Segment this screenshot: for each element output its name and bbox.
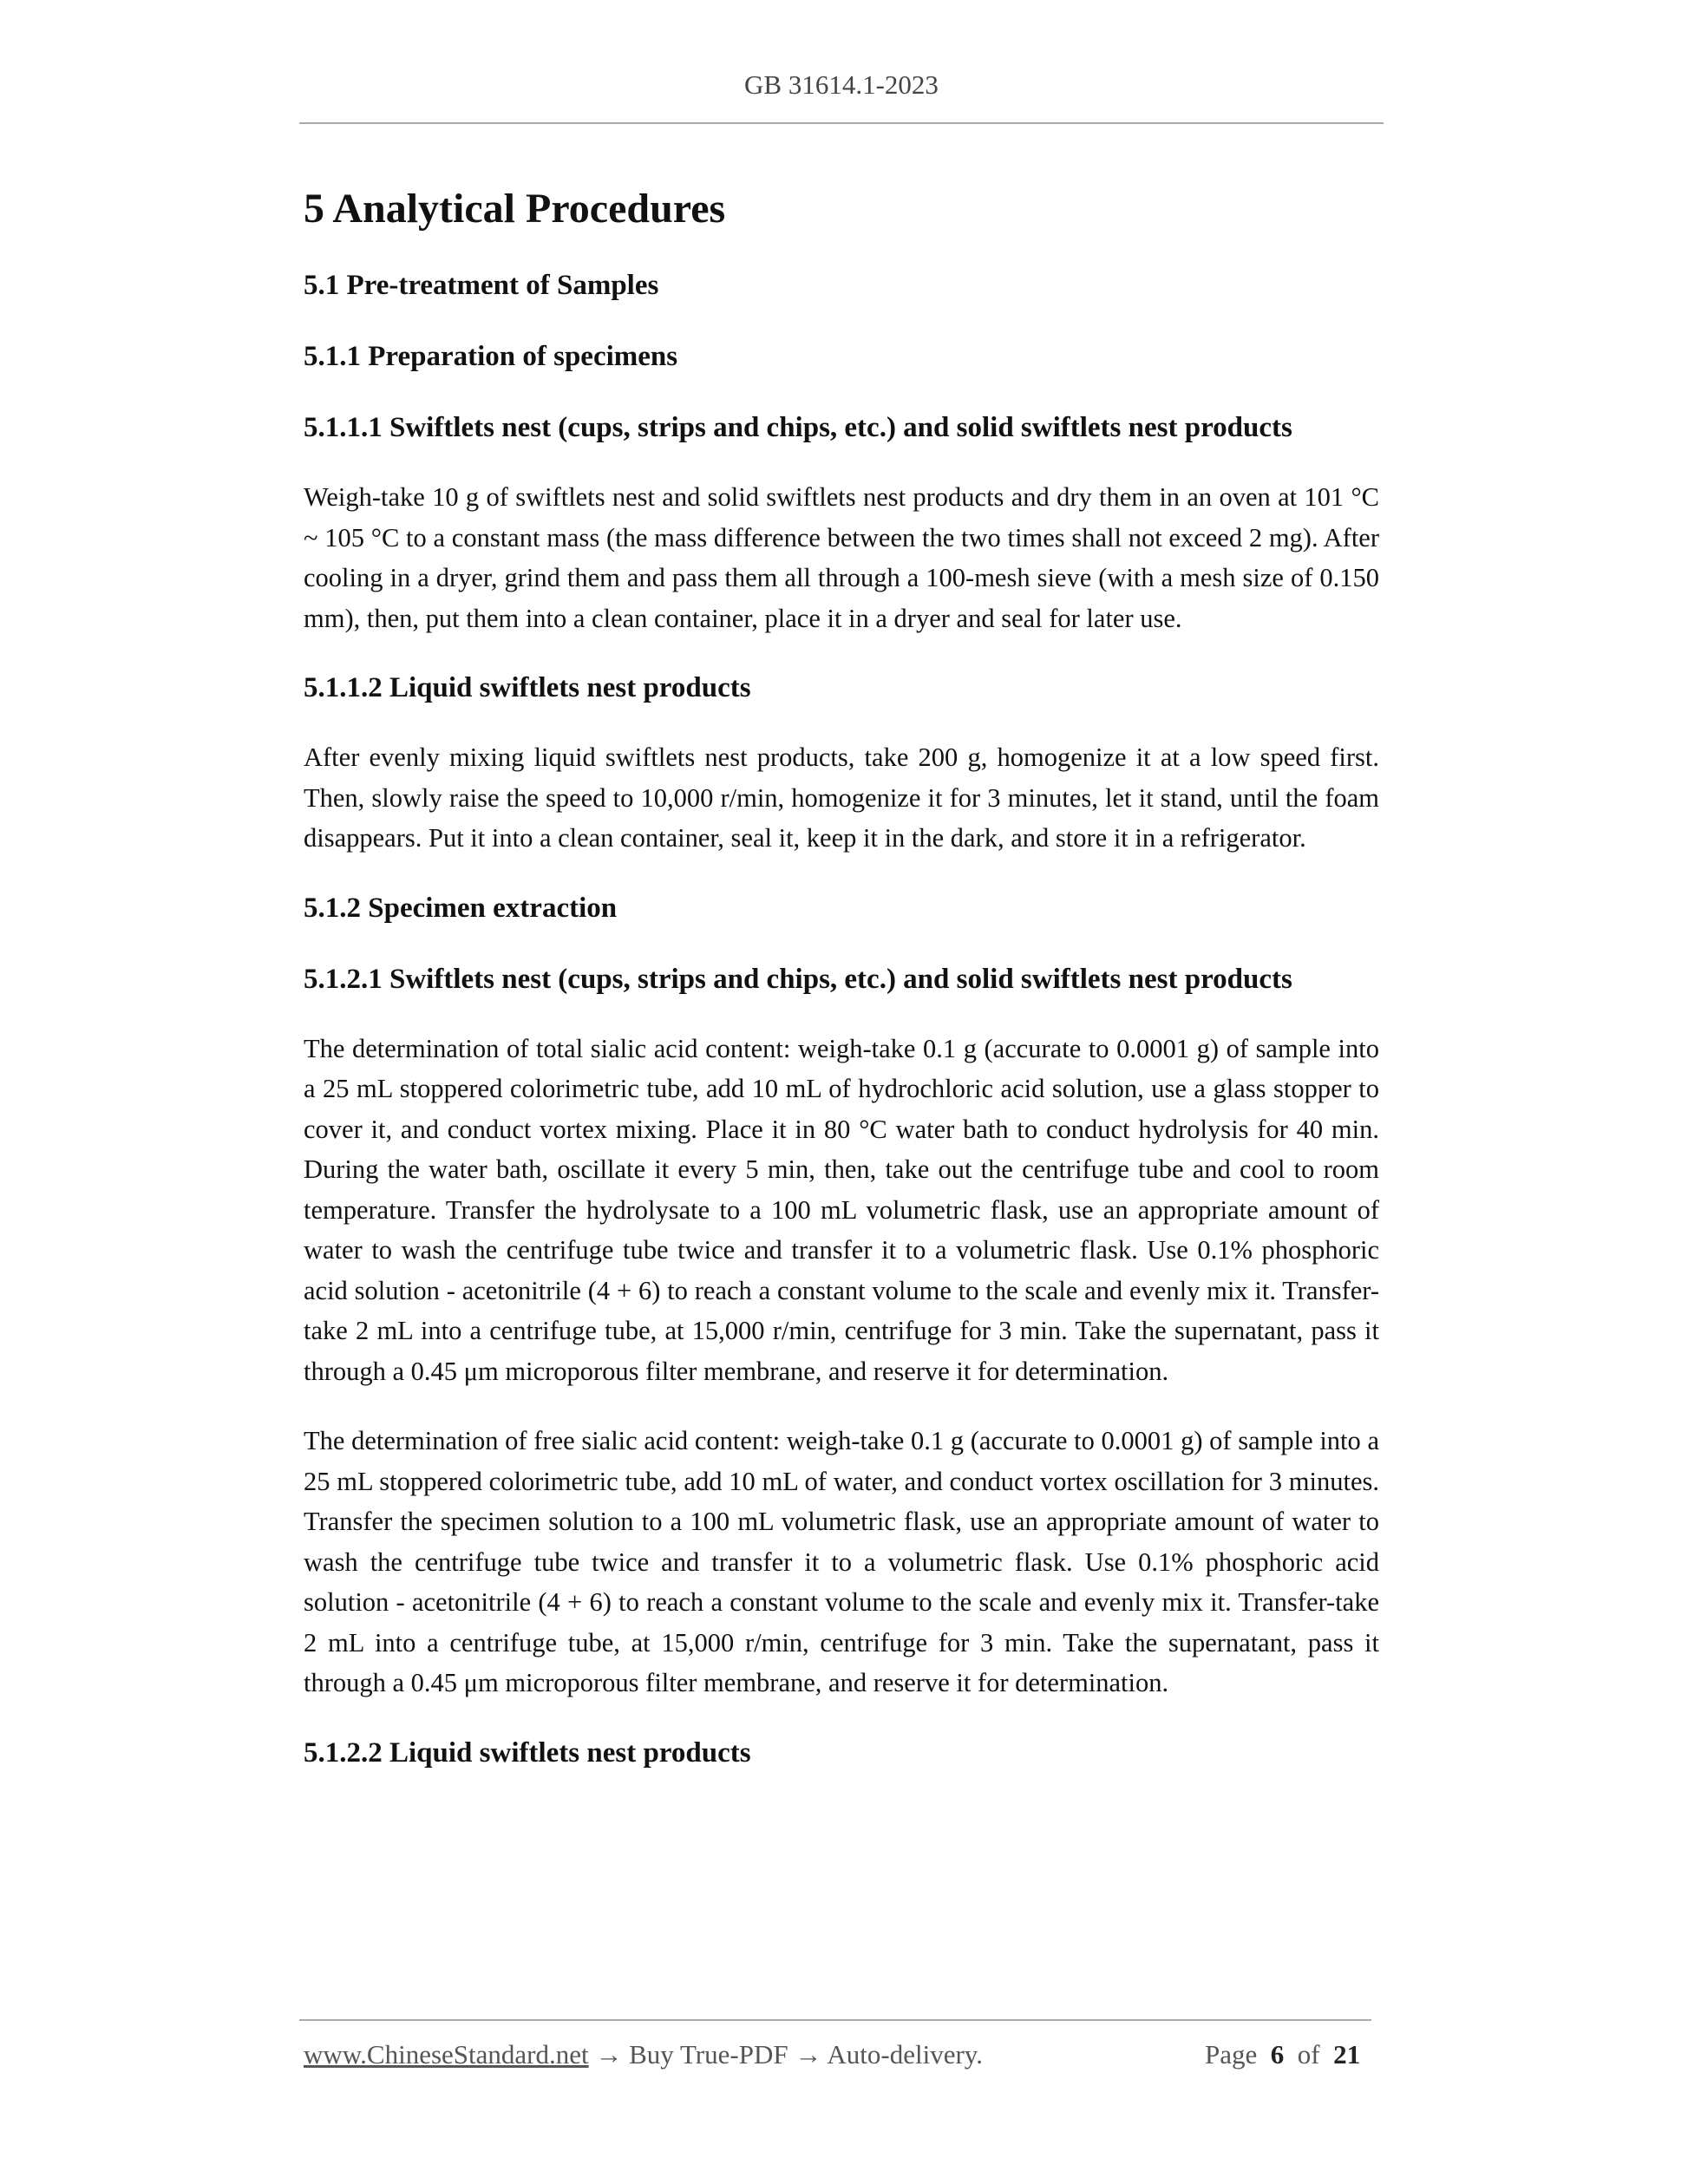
- paragraph-free-sialic-acid: The determination of free sialic acid content: weigh-take 0.1 g (accurate to 0.0001 g) of sample into a 25 mL stoppered colorimetric tube, add 10 mL of water, and conduct vortex oscillation for 3 minutes. Transfer the specimen solution to a 100 mL volumetric flask, use an appropriate amount of water to wash the centrifuge tube twice and transfer it to a volumetric flask. Use 0.1% phosphoric acid solution - acetonitrile (4 + 6) to reach a constant volume to the scale and evenly mix it. Transfer-take 2 mL into a centrifuge tube, at 15,000 r/min, centrifuge for 3 min. Take the supernatant, pass it through a 0.45 μm microporous filter membrane, and reserve it for determination.: [304, 1426, 1379, 1697]
- heading-5-1-1-1: 5.1.1.1 Swiftlets nest (cups, strips and chips, etc.) and solid swiftlets nest products: [304, 412, 1292, 443]
- auto-delivery-text: Auto-delivery.: [827, 2039, 984, 2070]
- page-label: Page: [1205, 2039, 1258, 2070]
- paragraph-5-1-1-2: After evenly mixing liquid swiftlets nest products, take 200 g, homogenize it at a low speed first. Then, slowly raise the speed to 10,000 r/min, homogenize it for 3 minutes, let it stand, until the foam disappears. Put it into a clean container, seal it, keep it in the dark, and store it in a refrigerator.: [304, 742, 1379, 853]
- document-header: GB 31614.1-2023: [744, 69, 939, 100]
- buy-pdf-text: Buy True-PDF: [629, 2039, 788, 2070]
- header-divider: [299, 122, 1384, 124]
- section-title: 5 Analytical Procedures: [304, 186, 726, 232]
- heading-5-1-2: 5.1.2 Specimen extraction: [304, 892, 618, 924]
- heading-5-1-2-2: 5.1.2.2 Liquid swiftlets nest products: [304, 1736, 751, 1769]
- paragraph-5-1-1-1: Weigh-take 10 g of swiftlets nest and solid swiftlets nest products and dry them in an oven at 101 °C ~ 105 °C to a constant mass (the mass difference between the two times shall not exceed 2 mg). After cooling in a dryer, grind them and pass them all through a 100-mesh sieve (with a mesh size of 0.150 mm), then, put them into a clean container, place it in a dryer and seal for later use.: [304, 482, 1379, 633]
- heading-5-1-1: 5.1.1 Preparation of specimens: [304, 341, 678, 372]
- page-number: [1205, 2039, 1360, 2070]
- heading-5-1: 5.1 Pre-treatment of Samples: [304, 270, 659, 301]
- heading-5-1-2-1: 5.1.2.1 Swiftlets nest (cups, strips and chips, etc.) and solid swiftlets nest products: [304, 963, 1292, 995]
- page-content: [304, 182, 1379, 1772]
- current-page: 6: [1270, 2039, 1285, 2070]
- website-link[interactable]: www.ChineseStandard.net: [304, 2039, 589, 2070]
- heading-5-1-1-2: 5.1.1.2 Liquid swiftlets nest products: [304, 672, 751, 703]
- total-pages: 21: [1333, 2039, 1361, 2070]
- footer-divider: [299, 2019, 1371, 2021]
- arrow-right-icon: →: [595, 2039, 623, 2070]
- of-label: of: [1297, 2039, 1320, 2070]
- paragraph-total-sialic-acid: The determination of total sialic acid content: weigh-take 0.1 g (accurate to 0.0001 g) of sample into a 25 mL stoppered colorimetric tube, add 10 mL of hydrochloric acid solution, use a glass stopper to cover it, and conduct vortex mixing. Place it in 80 °C water bath to conduct hydrolysis for 40 min. During the water bath, oscillate it every 5 min, then, take out the centrifuge tube and cool to room temperature. Transfer the hydrolysate to a 100 mL volumetric flask, use an appropriate amount of water to wash the centrifuge tube twice and transfer it to a volumetric flask. Use 0.1% phosphoric acid solution - acetonitrile (4 + 6) to reach a constant volume to the scale and evenly mix it. Transfer-take 2 mL into a centrifuge tube, at 15,000 r/min, centrifuge for 3 min. Take the supernatant, pass it through a 0.45 μm microporous filter membrane, and reserve it for determination.: [304, 1033, 1379, 1386]
- arrow-right-icon: →: [795, 2039, 822, 2070]
- footer-links: [304, 2039, 983, 2070]
